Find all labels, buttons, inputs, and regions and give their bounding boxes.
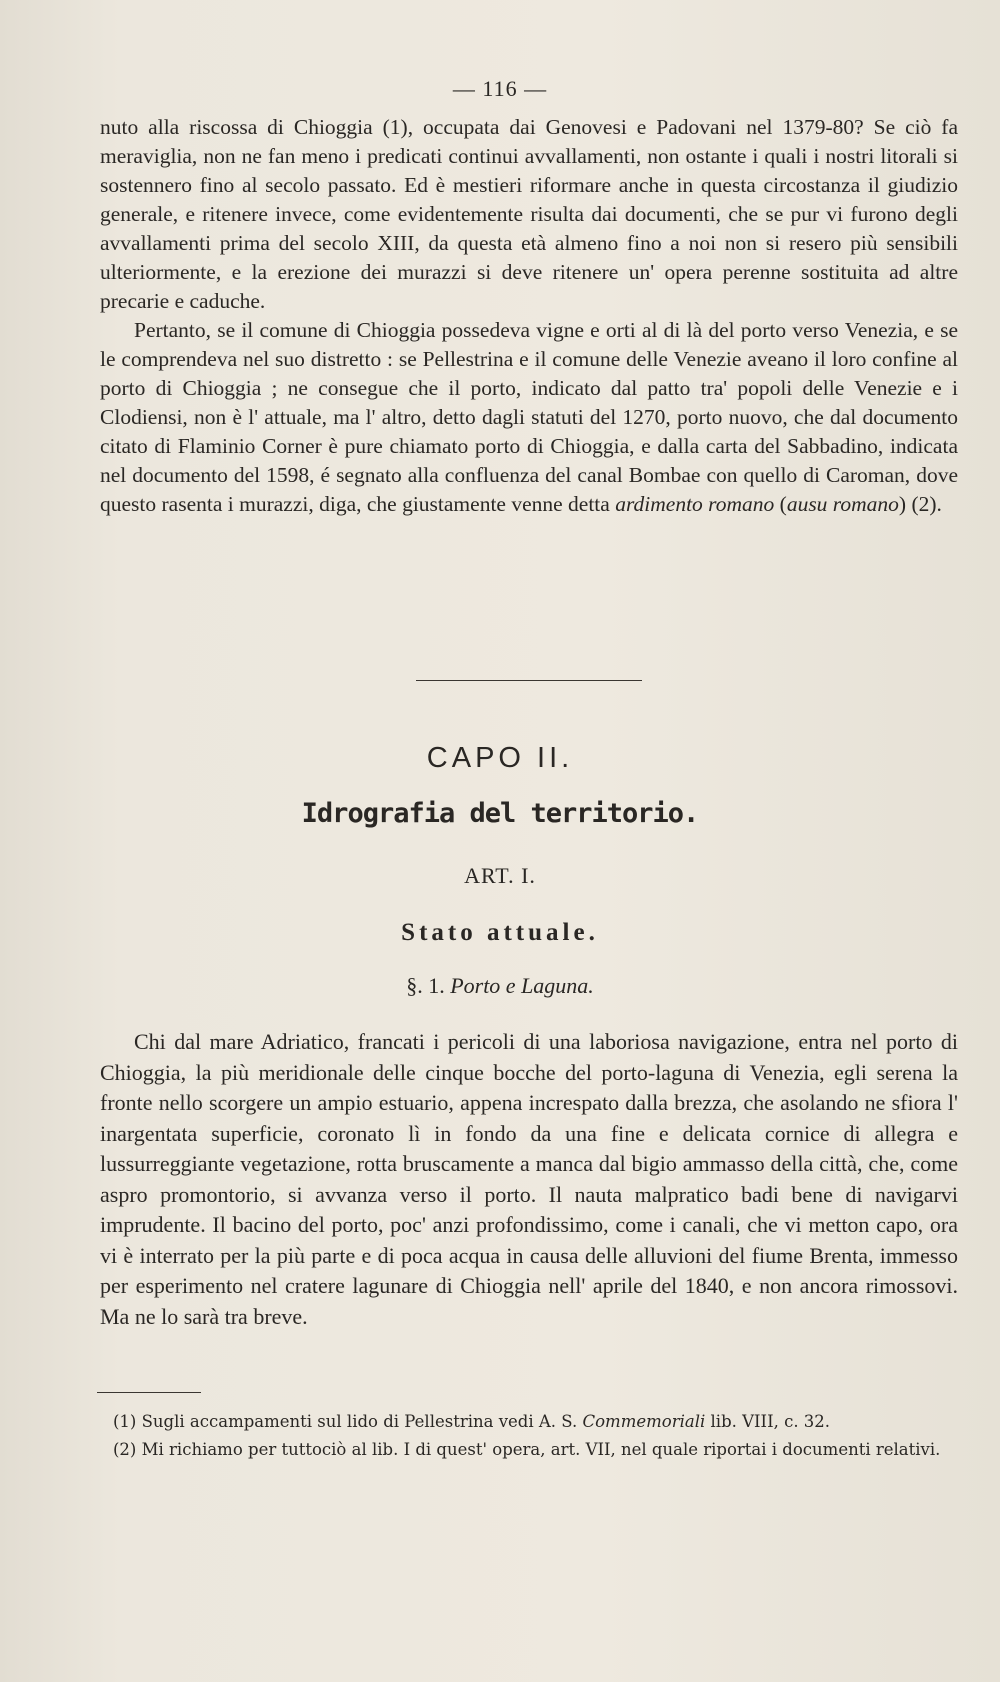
chapter-subtitle: Idrografia del territorio.	[301, 798, 699, 829]
body-text-bottom	[100, 1027, 958, 1332]
footnotes	[97, 1410, 959, 1466]
body-text-top	[100, 113, 958, 519]
paragraph-pertanto	[100, 316, 958, 519]
footnote-1-prefix: (1) Sugli accampamenti sul lido di Pellestrina vedi A. S.	[113, 1412, 583, 1431]
chapter-title: CAPO II.	[426, 742, 574, 774]
subsection-title	[0, 973, 1000, 999]
paragraph-pertanto-text: Pertanto, se il comune di Chioggia possedeva vigne e orti al di là del porto verso Venezia, e se le comprendeva nel suo distretto : se Pellestrina e il comune delle Venezie aveano il loro confine al porto di Chioggia ; ne consegue che il porto, indicato dal patto tra' popoli delle Venezie e i Clodiensi, non è l' attuale, ma l' altro, detto dagli statuti del 1270, porto nuovo, che dal documento citato di Flaminio Corner è pure chiamato porto di Chioggia, e dalla carta del Sabbadino, indicata nel documento del 1598, é segnato alla confluenza del canal Bombae con quello di Caroman, dove questo rasenta i murazzi, diga, che giustamente venne detta	[100, 318, 958, 516]
footnote-2: (2) Mi richiamo per tuttociò al lib. I di quest' opera, art. VII, nel quale riportai i documenti relativi.	[113, 1440, 941, 1459]
section-title: Stato attuale.	[401, 919, 599, 946]
italic-ausu-romano: ausu romano	[786, 492, 899, 516]
footnote-rule	[97, 1392, 201, 1393]
footnote-1-italic: Commemoriali	[582, 1412, 706, 1431]
chapter-separator-rule	[416, 680, 642, 681]
subsection-name: Porto e Laguna.	[450, 973, 594, 998]
article-title: ART. I.	[464, 863, 536, 888]
paragraph-continuation: nuto alla riscossa di Chioggia (1), occupata dai Genovesi e Padovani nel 1379-80? Se ciò fa meraviglia, non ne fan meno i predicati continui avvallamenti, non ostante i quali i nostri litorali si sostennero fino al secolo passato. Ed è mestieri riformare anche in questa circostanza il giudizio generale, e ritenere invece, come evidentemente risulta dai documenti, che se pur vi furono degli avvallamenti prima del secolo XIII, da questa età almeno fino a noi non si resero più sensibili ulteriormente, e la erezione dei murazzi si deve ritenere un' opera perenne sostituita ad altre precarie e caduche.	[100, 115, 958, 313]
paragraph-pertanto-end: ) (2).	[898, 492, 942, 516]
italic-ardimento-romano: ardimento romano	[615, 492, 775, 516]
page-number: — 116 —	[452, 76, 548, 101]
subsection-number: §. 1.	[406, 973, 445, 998]
footnote-1	[97, 1410, 959, 1434]
footnote-1-suffix: lib. VIII, c. 32.	[705, 1412, 831, 1431]
paragraph-pertanto-middle: (	[774, 492, 787, 516]
paragraph-chi-dal-mare: Chi dal mare Adriatico, francati i pericoli di una laboriosa navigazione, entra nel porto di Chioggia, la più meridionale delle cinque bocche del porto-laguna di Venezia, egli serena la fronte nello scorgere un ampio estuario, appena increspato dalla brezza, che asolando ne sfiora l' inargentata superficie, coronato lì in fondo da una fine e delicata cornice di allegra e lussurreggiante vegetazione, rotta bruscamente a manca dal bigio ammasso della città, che, come aspro promontorio, si avvanza verso il porto. Il nauta malpratico badi bene di navigarvi imprudente. Il bacino del porto, poc' anzi profondissimo, come i canali, che vi metton capo, ora vi è interrato per la più parte e di poca acqua in causa delle alluvioni del fiume Brenta, immesso per esperimento nel cratere lagunare di Chioggia nell' aprile del 1840, e non ancora rimossovi. Ma ne lo sarà tra breve.	[100, 1029, 958, 1329]
